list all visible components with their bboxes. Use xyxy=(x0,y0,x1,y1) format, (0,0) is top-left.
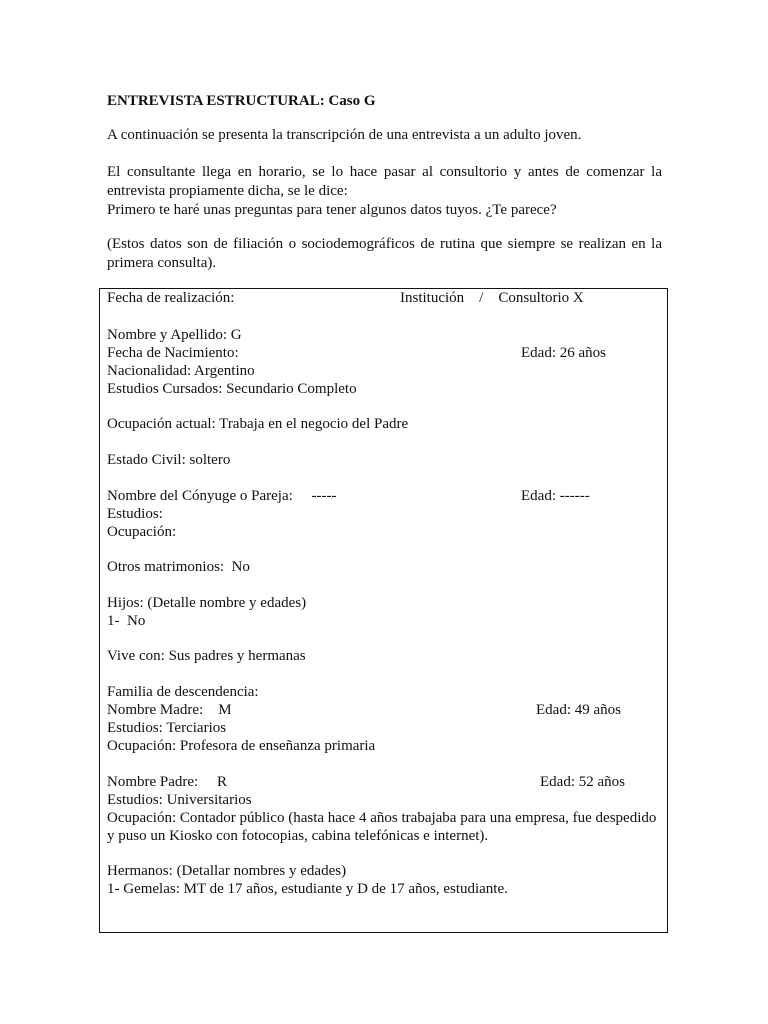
familia-label: Familia de descendencia: xyxy=(107,684,259,700)
madre-edad-text: Edad: 49 años xyxy=(536,702,621,718)
estado-civil-text: Estado Civil: soltero xyxy=(107,452,231,468)
madre-estudios-text: Estudios: Terciarios xyxy=(107,720,227,736)
form-row-nacionalidad xyxy=(107,362,662,380)
arrival-paragraph xyxy=(107,163,662,220)
intro-paragraph: A continuación se presenta la transcripción de una entrevista a un adulto joven. xyxy=(107,127,582,143)
arrival-line-3: Primero te haré unas preguntas para tener algunos datos tuyos. ¿Te parece? xyxy=(107,202,557,218)
conyuge-ocupacion-label: Ocupación: xyxy=(107,524,177,540)
estudios-cursados-text: Estudios Cursados: Secundario Completo xyxy=(107,381,357,397)
padre-estudios-text: Estudios: Universitarios xyxy=(107,792,252,808)
form-row-padre-estudios xyxy=(107,791,662,809)
note-line-1: (Estos datos son de filiación o sociodemográficos de rutina que siempre se realizan en la xyxy=(107,236,662,252)
fecha-nacimiento-label: Fecha de Nacimiento: xyxy=(107,345,239,361)
form-row-hermanos-item xyxy=(107,880,662,898)
madre-text: Nombre Madre: M xyxy=(107,702,232,718)
nombre-apellido-text: Nombre y Apellido: G xyxy=(107,327,242,343)
form-row-nombre-apellido xyxy=(107,326,662,344)
form-row-padre xyxy=(107,773,662,791)
form-row-hijos-item xyxy=(107,612,662,630)
form-row-otros-matrimonios xyxy=(107,558,662,576)
form-row-fecha-realizacion xyxy=(107,289,662,307)
edad-text: Edad: 26 años xyxy=(521,345,606,361)
form-row-vive-con xyxy=(107,647,662,665)
fecha-realizacion-label: Fecha de realización: xyxy=(107,290,235,306)
note-paragraph xyxy=(107,235,662,273)
form-row-fecha-nacimiento xyxy=(107,344,662,362)
hermanos-item-text: 1- Gemelas: MT de 17 años, estudiante y D de 17 años, estudiante. xyxy=(107,881,508,897)
document-title: ENTREVISTA ESTRUCTURAL: Caso G xyxy=(107,93,376,109)
hijos-label: Hijos: (Detalle nombre y edades) xyxy=(107,595,307,611)
hermanos-label: Hermanos: (Detallar nombres y edades) xyxy=(107,863,347,879)
padre-ocupacion-line-2: y puso un Kiosko con fotocopias, cabina telefónicas e internet). xyxy=(107,828,489,844)
form-row-hijos xyxy=(107,594,662,612)
form-row-ocupacion-actual xyxy=(107,415,662,433)
arrival-line-2: entrevista propiamente dicha, se le dice: xyxy=(107,183,348,199)
vive-con-text: Vive con: Sus padres y hermanas xyxy=(107,648,306,664)
conyuge-edad-text: Edad: ------ xyxy=(521,488,590,504)
hijos-item-text: 1- No xyxy=(107,613,146,629)
form-row-estudios-cursados xyxy=(107,380,662,398)
nacionalidad-text: Nacionalidad: Argentino xyxy=(107,363,255,379)
arrival-line-1: El consultante llega en horario, se lo hace pasar al consultorio y antes de comenzar la xyxy=(107,164,662,180)
form-row-madre xyxy=(107,701,662,719)
conyuge-text: Nombre del Cónyuge o Pareja: ----- xyxy=(107,488,337,504)
form-row-familia xyxy=(107,683,662,701)
form-row-padre-ocupacion-2 xyxy=(107,827,662,845)
institucion-label: Institución / Consultorio X xyxy=(400,290,584,306)
form-row-estado-civil xyxy=(107,451,662,469)
madre-ocupacion-text: Ocupación: Profesora de enseñanza primaria xyxy=(107,738,376,754)
form-row-conyuge-estudios xyxy=(107,505,662,523)
otros-matrimonios-text: Otros matrimonios: No xyxy=(107,559,250,575)
form-row-madre-ocupacion xyxy=(107,737,662,755)
form-row-hermanos xyxy=(107,862,662,880)
padre-edad-text: Edad: 52 años xyxy=(540,774,625,790)
form-row-padre-ocupacion-1 xyxy=(107,809,662,827)
padre-ocupacion-line-1: Ocupación: Contador público (hasta hace 4 años trabajaba para una empresa, fue despedido xyxy=(107,810,657,826)
padre-text: Nombre Padre: R xyxy=(107,774,227,790)
form-row-madre-estudios xyxy=(107,719,662,737)
form-row-conyuge xyxy=(107,487,662,505)
ocupacion-actual-text: Ocupación actual: Trabaja en el negocio del Padre xyxy=(107,416,409,432)
note-line-2: primera consulta). xyxy=(107,255,217,271)
filiation-form-box xyxy=(99,288,668,933)
form-row-conyuge-ocupacion xyxy=(107,523,662,541)
conyuge-estudios-label: Estudios: xyxy=(107,506,163,522)
